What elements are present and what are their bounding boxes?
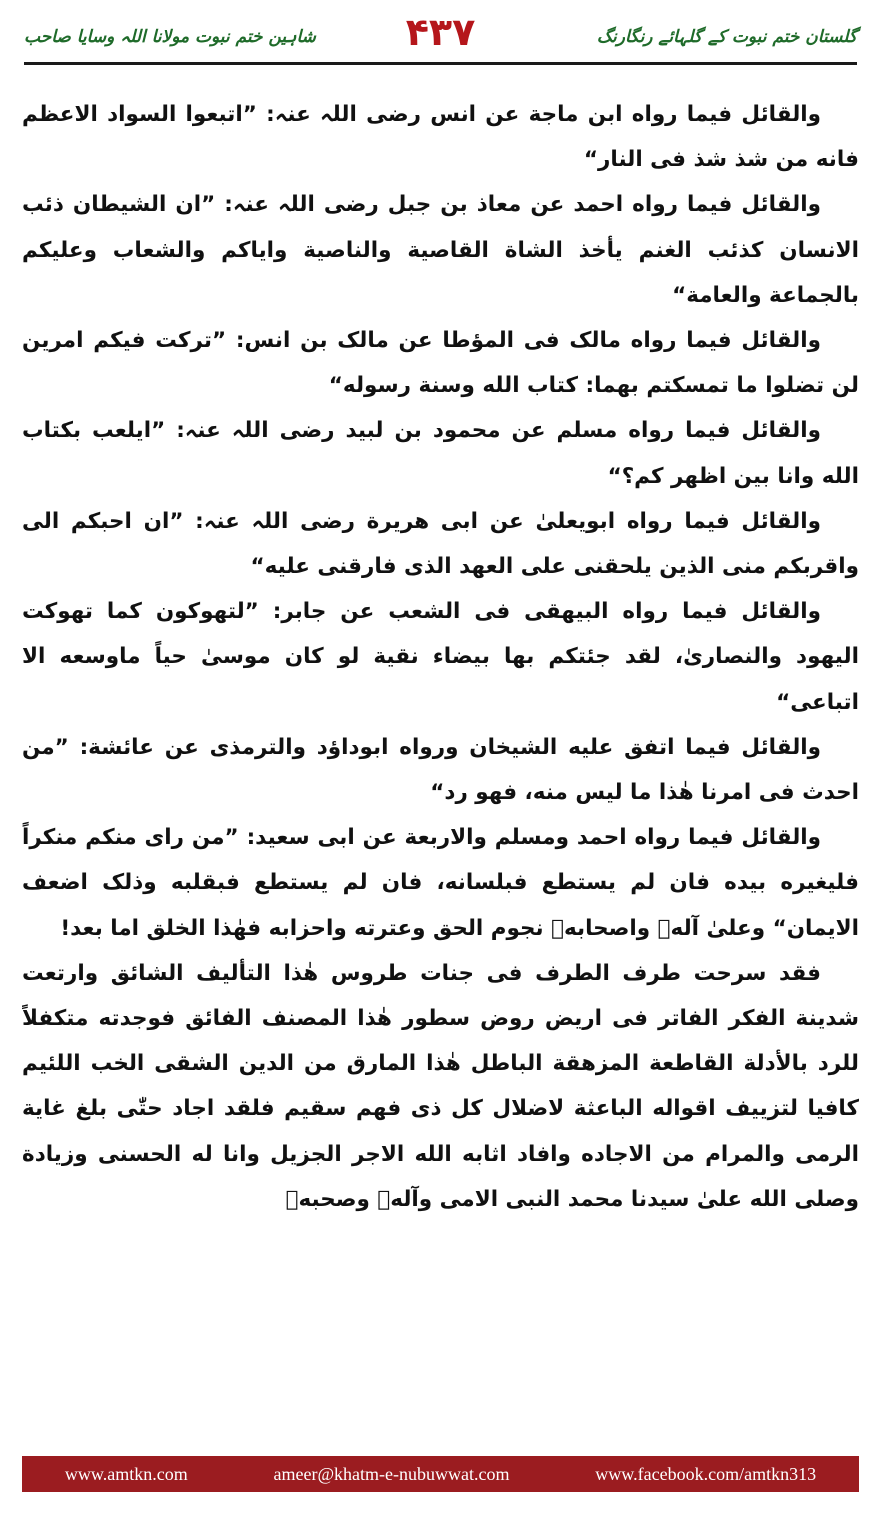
- page-number: ۴۳۷: [405, 10, 476, 54]
- header-author: شاہین ختم نبوت مولانا اللہ وسایا صاحب: [24, 26, 316, 47]
- page-header: [24, 10, 857, 65]
- paragraph-5: والقائل فيما رواه ابويعلىٰ عن ابی هريرة رضی اللہ عنہ: ”ان احبكم الی واقربكم منی الذين يلحقنی علی العهد الذی فارقنی عليه“: [22, 508, 859, 580]
- paragraph-7: والقائل فيما اتفق عليه الشيخان ورواه ابوداؤد والترمذی عن عائشة: ”من احدث فی امرنا هٰذا ما ليس منه، فهو رد“: [22, 734, 859, 806]
- paragraph-9: فقد سرحت طرف الطرف فی جنات طروس هٰذا التأليف الشائق وارتعت شدينة الفكر الفاتر فی اريض روض سطور هٰذا المصنف الفائق فوجدته متكفلاً للرد بالأدلة القاطعة المزهقة الباطل هٰذا المارق من الدين الشقی الخب اللئيم كافيا لتزييف اقواله الباعثة لاضلال كل ذی فهم سقيم فلقد اجاد حتّٰی بلغ غاية الرمی والمرام من الاجاده وافاد اثابه الله الاجر الجزيل وانا له الحسنی وزيادة وصلی الله علیٰ سيدنا محمد النبی الامی وآلهٖ وصحبهٖ: [22, 960, 859, 1212]
- paragraph-1: والقائل فيما رواه ابن ماجة عن انس رضی اللہ عنہ: ”اتبعوا السواد الاعظم فانه من شذ شذ فی النار“: [22, 102, 859, 173]
- paragraph-2: والقائل فيما رواه احمد عن معاذ بن جبل رضی اللہ عنہ: ”ان الشيطان ذئب الانسان كذئب الغنم يأخذ الشاة القاصية والناصية واياكم والشعاب وعليكم بالجماعة والعامة“: [22, 192, 859, 308]
- page-body: [22, 92, 859, 1448]
- page-footer: [22, 1456, 859, 1492]
- paragraph-3: والقائل فيما رواه مالک فی المؤطا عن مالک بن انس: ”تركت فيكم امرين لن تضلوا ما تمسكتم بهما: كتاب الله وسنة رسوله“: [22, 328, 859, 399]
- paragraph-8: والقائل فيما رواه احمد ومسلم والاربعة عن ابی سعيد: ”من رای منكم منكراً فليغيره بيده فان لم يستطع فبلسانه، فان لم يستطع فبقلبه وذلک اضعف الايمان“ وعلیٰ آلهٖ واصحابهٖ نجوم الحق وعترته واحزابه فهٰذا الخلق اما بعد!: [22, 825, 859, 941]
- header-book-title: گلستان ختم نبوت کے گلہائے رنگارنگ: [596, 26, 857, 47]
- footer-email-link[interactable]: ameer@khatm-e-nubuwwat.com: [273, 1463, 510, 1484]
- footer-website-link[interactable]: www.amtkn.com: [64, 1463, 188, 1484]
- paragraph-4: والقائل فيما رواه مسلم عن محمود بن لبيد رضی اللہ عنہ: ”ايلعب بكتاب الله وانا بين اظهر كم؟“: [22, 418, 859, 489]
- footer-facebook-link[interactable]: www.facebook.com/amtkn313: [595, 1463, 817, 1484]
- paragraph-6: والقائل فيما رواه البيهقی فی الشعب عن جابر: ”لتهوكون كما تهوكت اليهود والنصاریٰ، لقد جئتكم بها بيضاء نقية لو كان موسىٰ حياً ماوسعه الا اتباعی“: [22, 599, 859, 715]
